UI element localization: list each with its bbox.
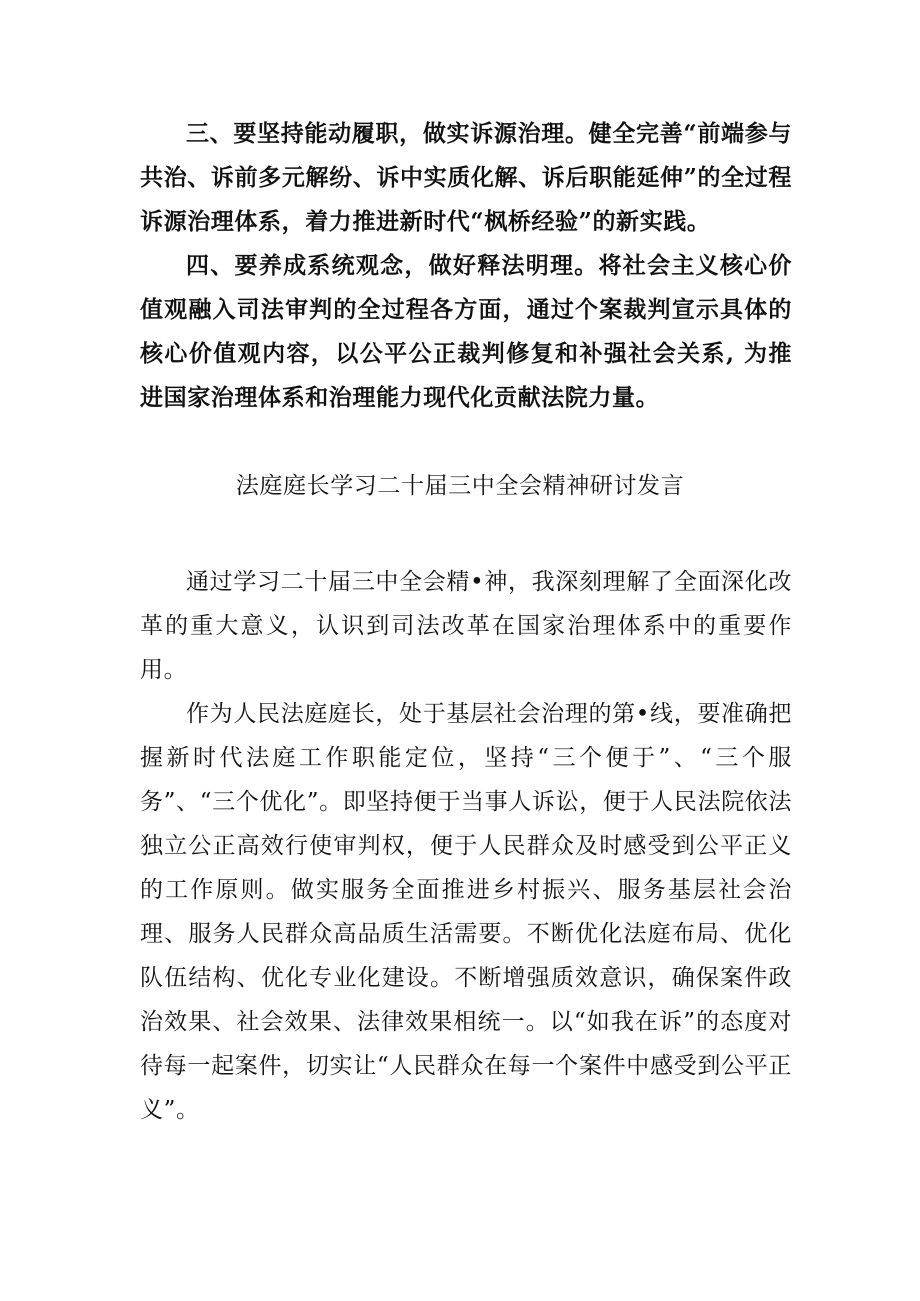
top-section — [140, 112, 792, 420]
paragraph-study-understanding: 通过学习二十届三中全会精•神，我深刻理解了全面深化改革的重大意义，认识到司法改革在国家治理体系中的重要作用。 — [140, 569, 792, 683]
paragraph-litigation-source-governance: 三、要坚持能动履职，做实诉源治理。健全完善“前端参与共治、诉前多元解纷、诉中实质化解、诉后职能延伸”的全过程诉源治理体系，着力推进新时代“枫桥经验”的新实践。 — [140, 120, 792, 235]
paragraph-systematic-concept: 四、要养成系统观念，做好释法明理。将社会主义核心价值观融入司法审判的全过程各方面，通过个案裁判宣示具体的核心价值观内容，以公平公正裁判修复和补强社会关系, 为推进国家治理体系和治理能力现代化贡献法院力量。 — [140, 252, 792, 411]
document-title: 法庭庭长学习二十届三中全会精神研讨发言 — [235, 473, 685, 499]
paragraph-tribunal-duties: 作为人民法庭庭长，处于基层社会治理的第•线，要准确把握新时代法庭工作职能定位，坚持“三个便于”、“三个服务”、“三个优化”。即坚持便于当事人诉讼，便于人民法院依法独立公正高效行使审判权，便于人民群众及时感受到公平正义的工作原则。做实服务全面推进乡村振兴、服务基层社会治理、服务人民群众高品质生活需要。不断优化法庭布局、优化队伍结构、优化专业化建设。不断增强质效意识，确保案件政治效果、社会效果、法律效果相统一。以“如我在诉”的态度对待每一起案件，切实让“人民群众在每一个案件中感受到公平正义”。 — [140, 701, 792, 1123]
body-section — [140, 560, 792, 1132]
